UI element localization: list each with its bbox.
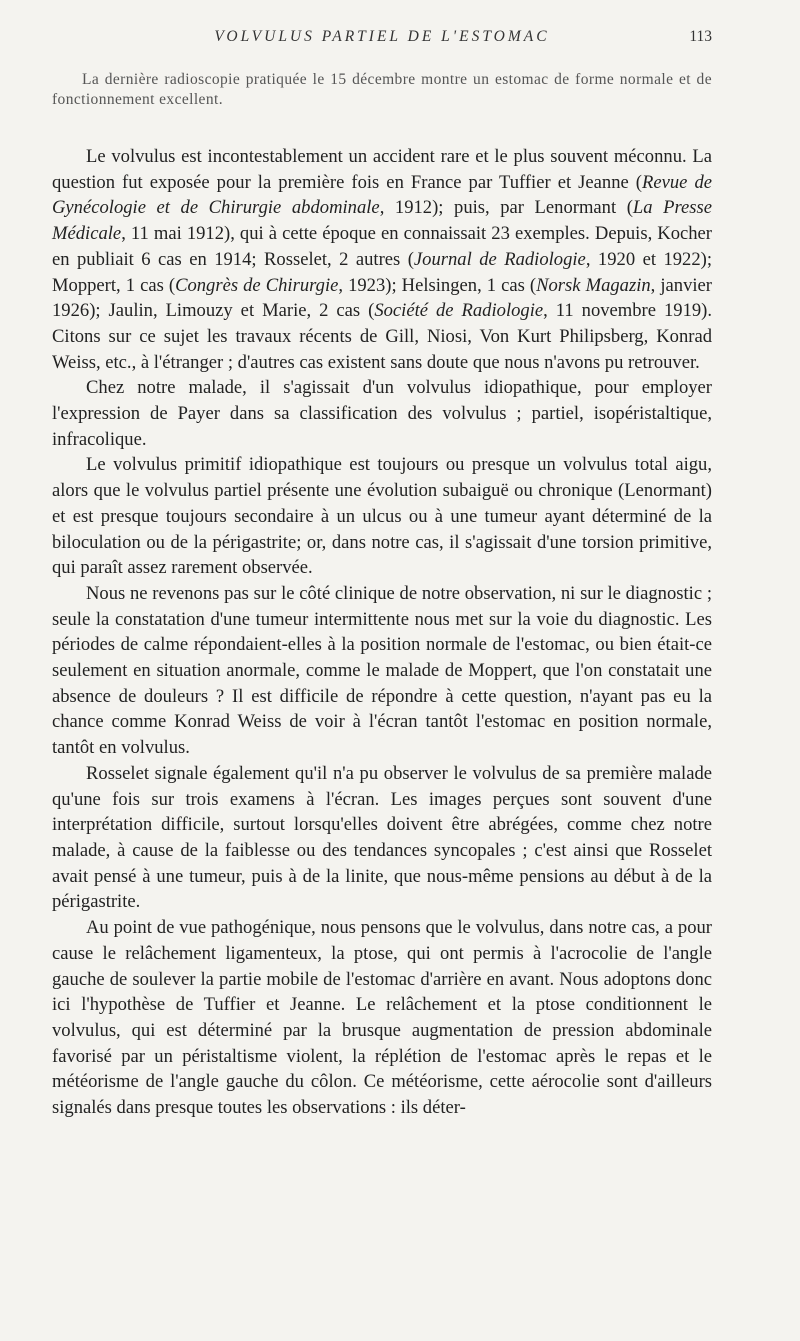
text-segment: , 1912); puis, par Lenormant ( (379, 197, 633, 219)
paragraph-2: Chez notre malade, il s'agissait d'un volvulus idiopathique, pour employer l'expression de Payer dans sa classification des volvulus ; partiel, isopéristaltique, infracolique. (52, 377, 712, 450)
text-segment: , janvier 1926); Jaulin, Limouzy et Marie, 2 cas ( (52, 274, 712, 322)
body-text (52, 144, 712, 1121)
citation-presse-medicale: La Presse Médicale (52, 197, 712, 245)
small-print-note: La dernière radioscopie pratiquée le 15 décembre montre un estomac de forme normale et de fonctionnement excellent. (52, 71, 712, 108)
paragraph-3: Le volvulus primitif idiopathique est toujours ou presque un volvulus total aigu, alors que le volvulus partiel présente une évolution subaiguë ou chronique (Lenormant) et est presque toujours secondaire à un ulcus ou à une tumeur ayant déterminé de la biloculation ou de la périgastrite; or, dans notre cas, il s'agissait d'une torsion primitive, qui paraît assez rarement observée. (52, 454, 712, 579)
paragraph-6: Au point de vue pathogénique, nous pensons que le volvulus, dans notre cas, a pour cause le relâchement ligamenteux, la ptose, qui ont permis à l'acrocolie de l'angle gauche de soulever la partie mobile de l'estomac d'arrière en avant. Nous adoptons donc ici l'hypothèse de Tuffier et Jeanne. Le relâchement et la ptose conditionnent le volvulus, qui est déterminé par la brusque augmentation de pression abdominale favorisé par un péristaltisme violent, la réplétion de l'estomac après le repas et le météorisme de l'angle gauche du côlon. Ce météorisme, cette aérocolie sont d'ailleurs signalés dans presque toutes les observations : ils déter- (52, 917, 712, 1119)
text-segment: , 1923); Helsingen, 1 cas ( (338, 274, 537, 296)
document-page (52, 28, 712, 1121)
text-segment: Le volvulus est incontestablement un accident rare et le plus souvent méconnu. La question fut exposée pour la première fois en France par Tuffier et Jeanne ( (52, 146, 712, 193)
text-segment: , 11 novembre 1919). Citons sur ce sujet les travaux récents de Gill, Niosi, Von Kurt Philipsberg, Konrad Weiss, etc., à l'étranger ; d'autres cas existent sans doute que nous n'avons pu retrouver. (52, 300, 713, 373)
text-segment: , 1920 et 1922); Moppert, 1 cas ( (52, 248, 712, 296)
page-number: 113 (689, 28, 712, 45)
citation-journal-radiologie: Journal de Radiologie (413, 248, 586, 270)
citation-norsk-magazin: Norsk Magazin (536, 274, 651, 296)
paragraph-1 (52, 144, 712, 375)
citation-congres-chirurgie: Congrès de Chirurgie (175, 274, 339, 296)
citation-societe-radiologie: Société de Radiologie (374, 300, 544, 322)
running-title: VOLVULUS PARTIEL DE L'ESTOMAC (214, 28, 550, 45)
text-segment: , 11 mai 1912), qui à cette époque en connaissait 23 exemples. Depuis, Kocher en publiait 6 cas en 1914; Rosselet, 2 autres ( (52, 223, 712, 270)
citation-revue-gynecologie: Revue de Gynécologie et de Chirurgie abdominale (52, 171, 712, 219)
running-header (52, 28, 712, 54)
paragraph-5: Rosselet signale également qu'il n'a pu observer le volvulus de sa première malade qu'une fois sur trois examens à l'écran. Les images perçues sont souvent d'une interprétation difficile, surtout lorsqu'elles doivent être abrégées, comme chez notre malade, à cause de la faiblesse ou des tendances syncopales ; c'est ainsi que Rosselet avait pensé à une tumeur, puis à de la linite, que nous-même pensions au début à de la périgastrite. (52, 762, 712, 913)
paragraph-4: Nous ne revenons pas sur le côté clinique de notre observation, ni sur le diagnostic ; seule la constatation d'une tumeur intermittente nous met sur la voie du diagnostic. Les périodes de calme répondaient-elles à la position normale de l'estomac, ou bien était-ce seulement en situation anormale, comme le malade de Moppert, que l'on constatait une absence de douleurs ? Il est difficile de répondre à cette question, n'ayant pas eu la chance comme Konrad Weiss de voir à l'écran tantôt l'estomac en position normale, tantôt en volvulus. (52, 582, 712, 759)
